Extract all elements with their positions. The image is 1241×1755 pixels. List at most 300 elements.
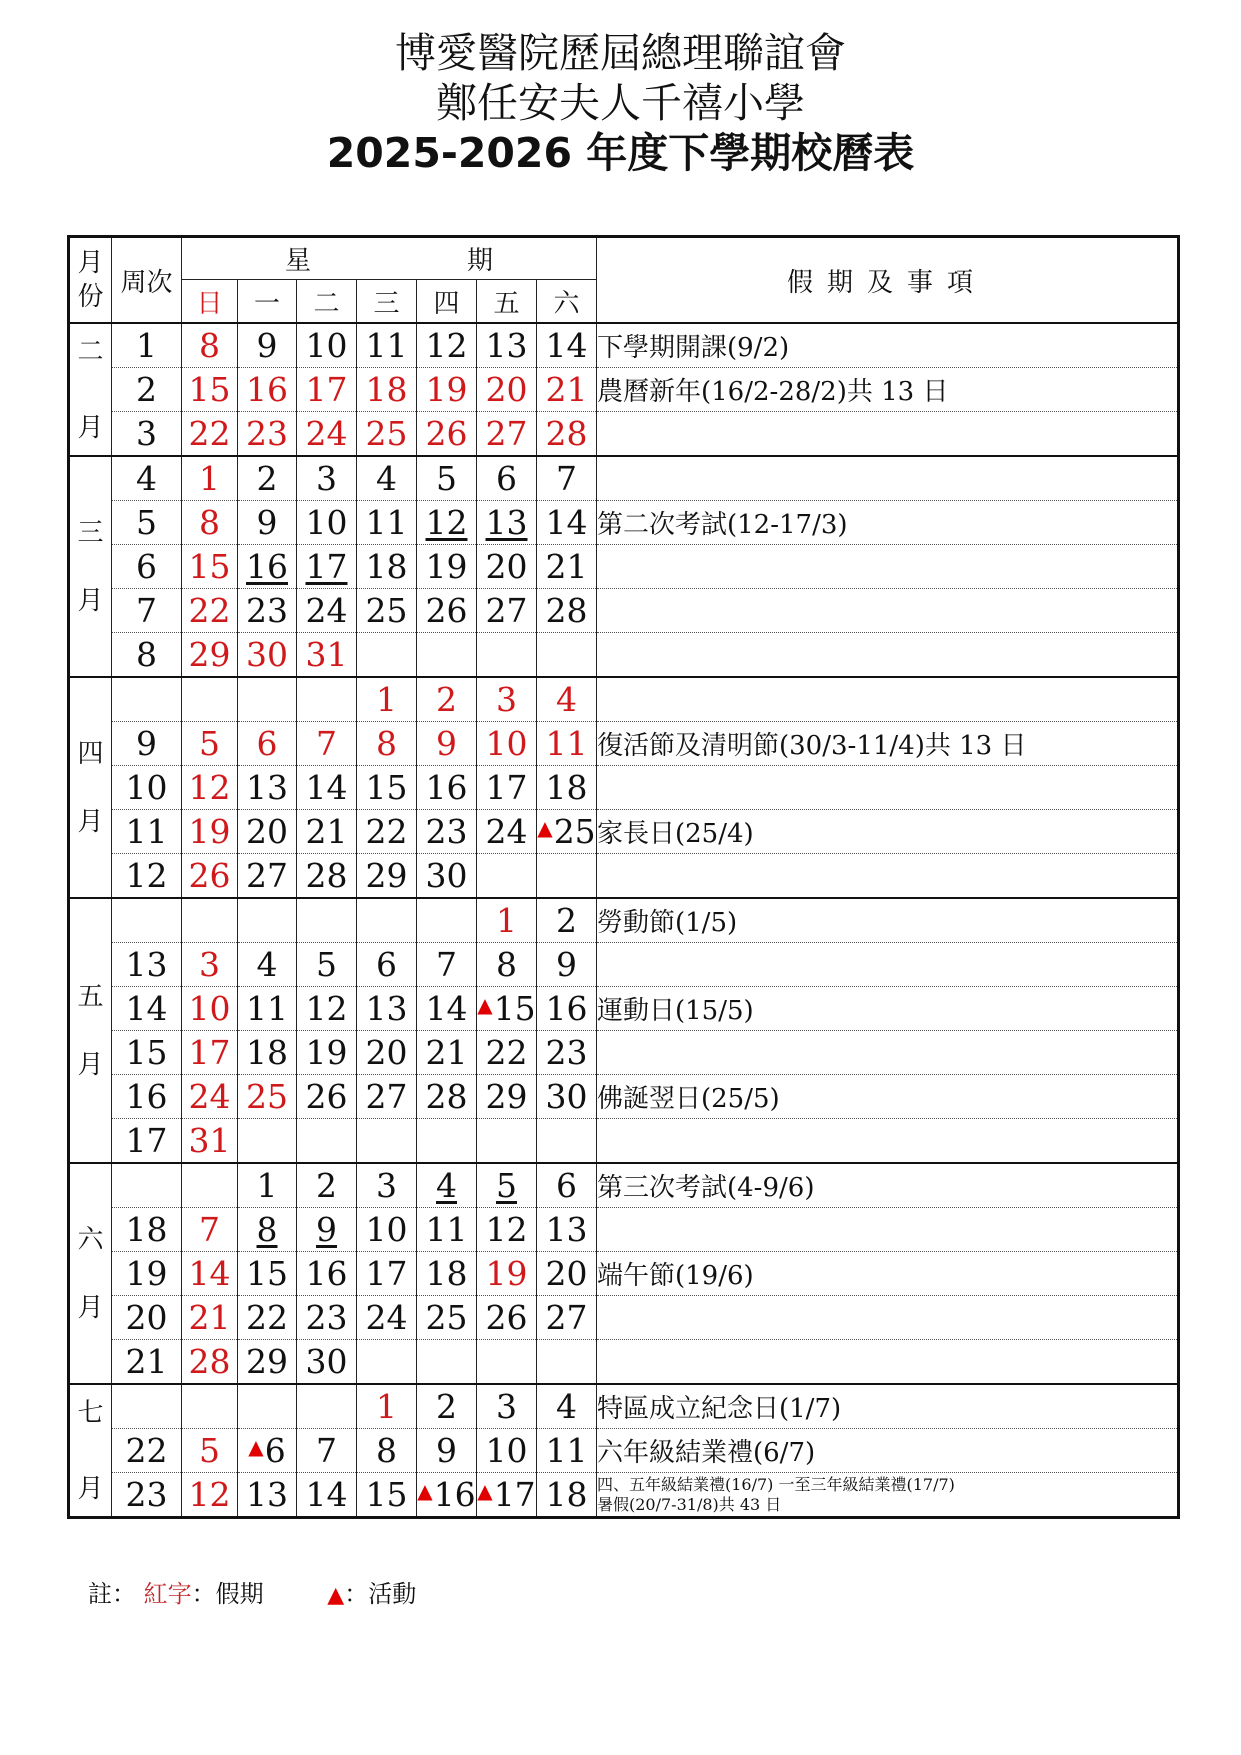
week-number: 19	[112, 1252, 182, 1296]
day-number: 17	[188, 1033, 231, 1072]
month-label	[69, 1384, 112, 1518]
week-row	[69, 633, 1179, 678]
day-number: 18	[425, 1254, 468, 1293]
day-number: 11	[365, 503, 408, 542]
day-cell	[537, 677, 597, 722]
day-number: 4	[256, 945, 278, 984]
day-cell	[417, 633, 477, 678]
event-cell	[597, 323, 1179, 368]
day-number: 24	[485, 812, 528, 851]
day-number: 16	[425, 768, 468, 807]
day-number: 3	[496, 1387, 517, 1426]
day-cell	[417, 1119, 477, 1164]
day-number: 20	[365, 1033, 408, 1072]
school-name: 鄭任安夫人千禧小學	[436, 79, 805, 127]
day-number: 16	[246, 547, 288, 586]
week-row	[69, 854, 1179, 899]
day-cell	[297, 368, 357, 412]
week-row	[69, 810, 1179, 854]
day-number: 26	[188, 856, 231, 895]
week-number: 4	[112, 456, 182, 501]
event-cell	[597, 987, 1179, 1031]
week-number: 13	[112, 943, 182, 987]
day-cell	[417, 987, 477, 1031]
event-cell	[597, 943, 1179, 987]
day-number: 21	[545, 547, 588, 586]
day-cell	[417, 1031, 477, 1075]
day-cell	[417, 1296, 477, 1340]
day-number: 10	[188, 989, 231, 1028]
day-cell	[182, 323, 238, 368]
day-number: 14	[305, 768, 348, 807]
day-cell	[477, 545, 537, 589]
day-number: 16	[433, 1475, 476, 1514]
day-cell	[477, 501, 537, 545]
event-text: 家長日(25/4)	[597, 819, 754, 849]
day-cell	[297, 1075, 357, 1119]
week-row	[69, 456, 1179, 501]
week-row	[69, 1075, 1179, 1119]
week-number	[112, 1384, 182, 1429]
month-label-text: 三 月	[77, 517, 104, 616]
day-cell	[417, 1163, 477, 1208]
day-cell	[417, 722, 477, 766]
day-cell	[477, 412, 537, 457]
day-cell	[182, 898, 238, 943]
day-cell	[417, 1340, 477, 1385]
day-cell	[537, 589, 597, 633]
month-label-text: 二 月	[77, 336, 104, 443]
day-number: 14	[305, 1475, 348, 1514]
day-number: 26	[485, 1298, 528, 1337]
day-cell	[537, 810, 597, 854]
week-row	[69, 1340, 1179, 1385]
day-cell	[297, 1384, 357, 1429]
day-cell	[357, 1075, 417, 1119]
day-number: 8	[496, 945, 517, 984]
day-number: 30	[425, 856, 468, 895]
day-cell	[357, 1473, 417, 1518]
week-number	[112, 898, 182, 943]
day-cell	[238, 722, 297, 766]
day-number: 23	[305, 1298, 348, 1337]
event-text: 復活節及清明節(30/3-11/4)共 13 日	[597, 731, 1027, 761]
day-cell	[297, 1031, 357, 1075]
day-number: 3	[496, 680, 517, 719]
week-row	[69, 1119, 1179, 1164]
activity-triangle-icon: ▲	[477, 993, 493, 1017]
day-cell	[238, 1384, 297, 1429]
day-cell	[477, 589, 537, 633]
activity-triangle-icon: ▲	[248, 1435, 264, 1459]
day-cell	[417, 1252, 477, 1296]
day-number: 11	[365, 326, 408, 365]
day-cell	[182, 1252, 238, 1296]
event-cell	[597, 589, 1179, 633]
day-cell	[417, 1429, 477, 1473]
day-cell	[537, 368, 597, 412]
day-cell	[537, 1340, 597, 1385]
day-number: 8	[376, 1431, 397, 1470]
week-number: 14	[112, 987, 182, 1031]
event-cell	[597, 412, 1179, 457]
school-calendar-table	[67, 235, 1180, 1519]
week-number: 18	[112, 1208, 182, 1252]
day-number: 28	[305, 856, 348, 895]
day-cell	[537, 1252, 597, 1296]
day-cell	[477, 456, 537, 501]
weekday-header-4: 四	[417, 280, 477, 324]
week-number: 22	[112, 1429, 182, 1473]
day-cell	[182, 1296, 238, 1340]
week-number: 12	[112, 854, 182, 899]
day-cell	[477, 722, 537, 766]
day-cell	[357, 987, 417, 1031]
day-cell	[477, 1340, 537, 1385]
day-cell	[537, 456, 597, 501]
day-number: 15	[246, 1254, 288, 1293]
day-number: 14	[425, 989, 468, 1028]
day-number: 28	[188, 1342, 231, 1381]
month-label	[69, 677, 112, 898]
day-number: 5	[316, 945, 337, 984]
day-cell	[357, 456, 417, 501]
day-cell	[238, 677, 297, 722]
day-cell	[417, 943, 477, 987]
day-cell	[477, 1119, 537, 1164]
day-cell	[537, 1429, 597, 1473]
day-cell	[357, 1429, 417, 1473]
event-note: 暑假(20/7-31/8)共 43 日	[597, 1494, 782, 1514]
day-number: 25	[425, 1298, 468, 1337]
day-cell	[238, 412, 297, 457]
day-number: 28	[425, 1077, 468, 1116]
day-cell	[182, 1031, 238, 1075]
week-number: 3	[112, 412, 182, 457]
day-cell	[357, 412, 417, 457]
day-number: 25	[246, 1077, 288, 1116]
day-cell	[477, 1163, 537, 1208]
day-number: 21	[188, 1298, 231, 1337]
day-number: 14	[188, 1254, 231, 1293]
day-number: 26	[305, 1077, 348, 1116]
day-number: 10	[305, 503, 348, 542]
week-number: 11	[112, 810, 182, 854]
activity-triangle-icon: ▲	[537, 816, 553, 840]
day-cell	[537, 987, 597, 1031]
day-number: 19	[305, 1033, 348, 1072]
day-number: 22	[188, 414, 231, 453]
day-cell	[417, 1208, 477, 1252]
day-number: 10	[305, 326, 348, 365]
week-number: 8	[112, 633, 182, 678]
week-row	[69, 722, 1179, 766]
day-cell	[297, 1429, 357, 1473]
day-number: 3	[316, 459, 337, 498]
week-row	[69, 1429, 1179, 1473]
week-number: 21	[112, 1340, 182, 1385]
week-row	[69, 1252, 1179, 1296]
day-cell	[297, 501, 357, 545]
event-cell	[597, 810, 1179, 854]
day-number: 15	[365, 768, 408, 807]
day-cell	[297, 898, 357, 943]
day-cell	[182, 633, 238, 678]
day-cell	[537, 943, 597, 987]
day-number: 27	[365, 1077, 408, 1116]
day-cell	[297, 1208, 357, 1252]
day-cell	[182, 677, 238, 722]
day-number: 16	[246, 370, 288, 409]
day-cell	[297, 677, 357, 722]
day-cell	[537, 323, 597, 368]
day-cell	[417, 677, 477, 722]
event-note: 四、五年級結業禮(16/7) 一至三年級結業禮(17/7)	[597, 1474, 955, 1494]
day-cell	[537, 1031, 597, 1075]
day-number: 18	[365, 547, 408, 586]
day-number: 8	[199, 503, 220, 542]
month-label	[69, 1163, 112, 1384]
week-number	[112, 677, 182, 722]
week-number: 5	[112, 501, 182, 545]
day-cell	[297, 1296, 357, 1340]
week-row	[69, 987, 1179, 1031]
month-label-text: 四 月	[77, 738, 104, 837]
event-text: 端午節(19/6)	[597, 1261, 754, 1291]
event-cell	[597, 766, 1179, 810]
day-cell	[477, 677, 537, 722]
day-cell	[477, 633, 537, 678]
day-cell	[238, 1163, 297, 1208]
week-row	[69, 1384, 1179, 1429]
day-cell	[417, 766, 477, 810]
day-number: 24	[305, 591, 348, 630]
day-number: 7	[436, 945, 457, 984]
event-cell	[597, 898, 1179, 943]
event-cell	[597, 1252, 1179, 1296]
day-number: 10	[485, 724, 528, 763]
day-cell	[417, 810, 477, 854]
day-cell	[477, 810, 537, 854]
day-cell	[297, 722, 357, 766]
week-row	[69, 545, 1179, 589]
day-number: 15	[188, 547, 231, 586]
day-cell	[297, 1340, 357, 1385]
day-cell	[238, 1473, 297, 1518]
day-cell	[238, 501, 297, 545]
day-number: 9	[436, 1431, 457, 1470]
day-cell	[182, 1473, 238, 1518]
week-header: 周次	[112, 237, 182, 324]
day-number: 12	[305, 989, 348, 1028]
day-cell	[477, 1031, 537, 1075]
day-cell	[238, 323, 297, 368]
day-cell	[297, 1119, 357, 1164]
week-number: 20	[112, 1296, 182, 1340]
day-number: 6	[264, 1431, 286, 1470]
day-cell	[477, 1429, 537, 1473]
week-row	[69, 898, 1179, 943]
day-cell	[357, 545, 417, 589]
day-cell	[297, 633, 357, 678]
day-cell	[357, 943, 417, 987]
day-cell	[537, 633, 597, 678]
weekday-group-header: 星 期	[182, 237, 597, 280]
event-text: 佛誕翌日(25/5)	[597, 1084, 780, 1114]
day-number: 19	[188, 812, 231, 851]
day-number: 6	[556, 1166, 577, 1205]
day-number: 13	[485, 326, 528, 365]
month-label	[69, 323, 112, 456]
day-number: 1	[496, 901, 517, 940]
organization-title: 博愛醫院歷屆總理聯誼會	[395, 29, 846, 77]
day-number: 3	[376, 1166, 397, 1205]
day-cell	[238, 1119, 297, 1164]
activity-triangle-icon: ▲	[417, 1479, 433, 1503]
day-cell	[537, 1384, 597, 1429]
day-cell	[357, 1208, 417, 1252]
day-cell	[238, 456, 297, 501]
day-cell	[238, 854, 297, 899]
day-cell	[537, 545, 597, 589]
day-number: 15	[493, 989, 536, 1028]
day-cell	[182, 854, 238, 899]
day-number: 1	[376, 680, 397, 719]
day-number: 1	[256, 1166, 278, 1205]
day-number: 18	[545, 768, 588, 807]
day-number: 12	[188, 768, 231, 807]
day-number: 26	[425, 414, 468, 453]
day-number: 29	[485, 1077, 528, 1116]
day-cell	[477, 1384, 537, 1429]
day-cell	[537, 1119, 597, 1164]
day-number: 30	[246, 635, 288, 674]
day-number: 15	[188, 370, 231, 409]
day-number: 25	[365, 414, 408, 453]
day-cell	[357, 501, 417, 545]
day-number: 2	[436, 680, 457, 719]
event-cell	[597, 1384, 1179, 1429]
event-cell	[597, 1163, 1179, 1208]
day-cell	[182, 1384, 238, 1429]
event-text: 特區成立紀念日(1/7)	[597, 1394, 842, 1424]
event-cell	[597, 854, 1179, 899]
day-number: 9	[256, 503, 278, 542]
title-block	[0, 28, 1241, 178]
event-text: 運動日(15/5)	[597, 996, 754, 1026]
day-number: 2	[316, 1166, 337, 1205]
day-number: 7	[199, 1210, 220, 1249]
day-cell	[537, 501, 597, 545]
week-row	[69, 501, 1179, 545]
day-number: 28	[545, 414, 588, 453]
day-cell	[357, 1031, 417, 1075]
day-cell	[238, 1252, 297, 1296]
month-label-text: 七 月	[77, 1397, 104, 1504]
day-number: 27	[246, 856, 288, 895]
weekday-header-5: 五	[477, 280, 537, 324]
day-number: 22	[246, 1298, 288, 1337]
day-cell	[417, 501, 477, 545]
week-number: 1	[112, 323, 182, 368]
day-cell	[182, 722, 238, 766]
day-cell	[537, 722, 597, 766]
week-row	[69, 589, 1179, 633]
day-cell	[182, 1075, 238, 1119]
day-cell	[477, 1473, 537, 1518]
day-number: 20	[545, 1254, 588, 1293]
day-cell	[297, 1473, 357, 1518]
day-cell	[297, 854, 357, 899]
day-cell	[357, 368, 417, 412]
weekday-header-1: 一	[238, 280, 297, 324]
week-number	[112, 1163, 182, 1208]
day-number: 31	[188, 1121, 231, 1160]
day-cell	[357, 766, 417, 810]
day-number: 23	[425, 812, 468, 851]
day-cell	[477, 854, 537, 899]
day-number: 22	[365, 812, 408, 851]
day-cell	[417, 545, 477, 589]
events-header: 假期及事項	[597, 237, 1179, 324]
day-cell	[238, 943, 297, 987]
week-number: 23	[112, 1473, 182, 1518]
day-number: 15	[365, 1475, 408, 1514]
day-number: 23	[545, 1033, 588, 1072]
month-label-text: 六 月	[77, 1224, 104, 1323]
day-number: 4	[556, 680, 577, 719]
event-cell	[597, 501, 1179, 545]
day-cell	[238, 810, 297, 854]
day-cell	[477, 943, 537, 987]
day-number: 27	[485, 414, 528, 453]
day-cell	[182, 412, 238, 457]
event-text: 第三次考試(4-9/6)	[597, 1173, 815, 1203]
day-number: 22	[485, 1033, 528, 1072]
day-number: 20	[485, 370, 528, 409]
event-cell	[597, 1075, 1179, 1119]
day-cell	[297, 1163, 357, 1208]
day-number: 1	[376, 1387, 397, 1426]
day-number: 8	[199, 326, 220, 365]
day-number: 9	[556, 945, 577, 984]
day-number: 26	[425, 591, 468, 630]
day-number: 11	[246, 989, 288, 1028]
day-cell	[297, 589, 357, 633]
day-cell	[182, 456, 238, 501]
day-cell	[182, 810, 238, 854]
day-cell	[238, 368, 297, 412]
event-cell	[597, 633, 1179, 678]
event-cell	[597, 1429, 1179, 1473]
day-cell	[417, 1075, 477, 1119]
day-number: 18	[545, 1475, 588, 1514]
day-cell	[357, 633, 417, 678]
day-number: 8	[376, 724, 397, 763]
note-prefix: 註：	[88, 1580, 136, 1608]
day-cell	[477, 1208, 537, 1252]
weekday-header-3: 三	[357, 280, 417, 324]
day-number: 25	[553, 812, 596, 851]
event-cell	[597, 1031, 1179, 1075]
day-cell	[297, 412, 357, 457]
day-cell	[357, 323, 417, 368]
day-number: 17	[485, 768, 528, 807]
day-number: 5	[199, 1431, 220, 1470]
week-row	[69, 323, 1179, 368]
day-number: 13	[246, 1475, 288, 1514]
day-cell	[238, 987, 297, 1031]
